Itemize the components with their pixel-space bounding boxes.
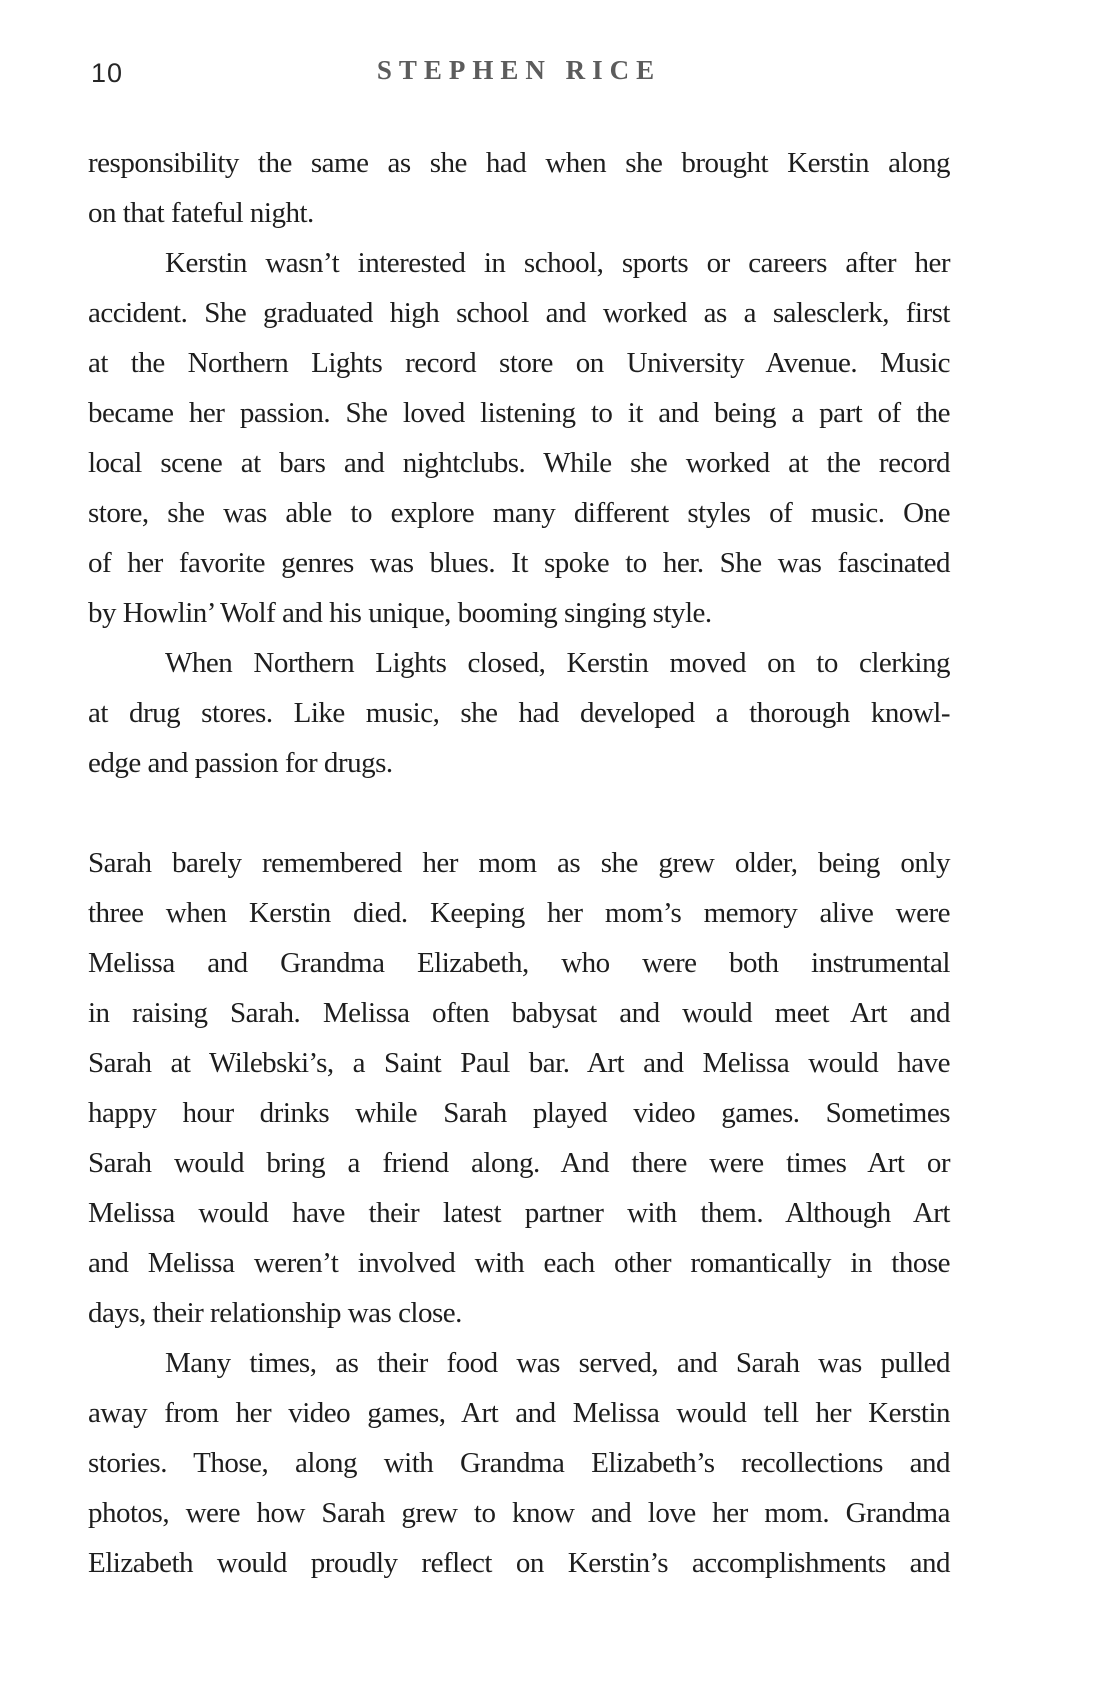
text-line: days, their relationship was close. (88, 1297, 462, 1329)
text-line: and Melissa weren’t involved with each other romantically in those (88, 1247, 950, 1279)
text-line: stories. Those, along with Grandma Elizabeth’s recollections and (88, 1447, 950, 1479)
text-line: Elizabeth would proudly reflect on Kerstin’s accomplishments and (88, 1547, 950, 1579)
text-body (88, 138, 950, 1588)
text-line: in raising Sarah. Melissa often babysat and would meet Art and (88, 997, 950, 1029)
book-page-column (88, 0, 950, 1700)
text-line: at the Northern Lights record store on University Avenue. Music (88, 347, 950, 379)
text-line: Sarah at Wilebski’s, a Saint Paul bar. Art and Melissa would have (88, 1047, 950, 1079)
text-line: at drug stores. Like music, she had developed a thorough knowl- (88, 697, 950, 729)
text-line: happy hour drinks while Sarah played video games. Sometimes (88, 1097, 950, 1129)
paragraph (88, 838, 950, 1338)
text-line: of her favorite genres was blues. It spoke to her. She was fascinated (88, 547, 950, 579)
text-line: Melissa would have their latest partner with them. Although Art (88, 1197, 950, 1229)
paragraph (88, 638, 950, 788)
running-head-title: STEPHEN RICE (376, 55, 662, 85)
text-line: When Northern Lights closed, Kerstin moved on to clerking (165, 647, 950, 679)
text-line: became her passion. She loved listening to it and being a part of the (88, 397, 950, 429)
text-line: Sarah barely remembered her mom as she grew older, being only (88, 847, 950, 879)
text-line: Sarah would bring a friend along. And there were times Art or (88, 1147, 950, 1179)
paragraph (88, 138, 950, 238)
running-header (88, 55, 950, 91)
text-line: on that fateful night. (88, 197, 314, 229)
text-line: by Howlin’ Wolf and his unique, booming singing style. (88, 597, 712, 629)
paragraph (88, 1338, 950, 1588)
paragraph (88, 238, 950, 638)
text-line: Many times, as their food was served, and Sarah was pulled (165, 1347, 950, 1379)
text-line: store, she was able to explore many different styles of music. One (88, 497, 950, 529)
text-line: edge and passion for drugs. (88, 747, 393, 779)
section-break (88, 788, 950, 838)
text-line: Melissa and Grandma Elizabeth, who were both instrumental (88, 947, 950, 979)
text-line: away from her video games, Art and Melissa would tell her Kerstin (88, 1397, 950, 1429)
text-line: local scene at bars and nightclubs. While she worked at the record (88, 447, 950, 479)
text-line: three when Kerstin died. Keeping her mom’s memory alive were (88, 897, 950, 929)
text-line: accident. She graduated high school and worked as a salesclerk, first (88, 297, 950, 329)
text-line: Kerstin wasn’t interested in school, sports or careers after her (165, 247, 950, 279)
page-number: 10 (91, 58, 124, 88)
text-line: responsibility the same as she had when she brought Kerstin along (88, 147, 950, 179)
text-line: photos, were how Sarah grew to know and love her mom. Grandma (88, 1497, 950, 1529)
